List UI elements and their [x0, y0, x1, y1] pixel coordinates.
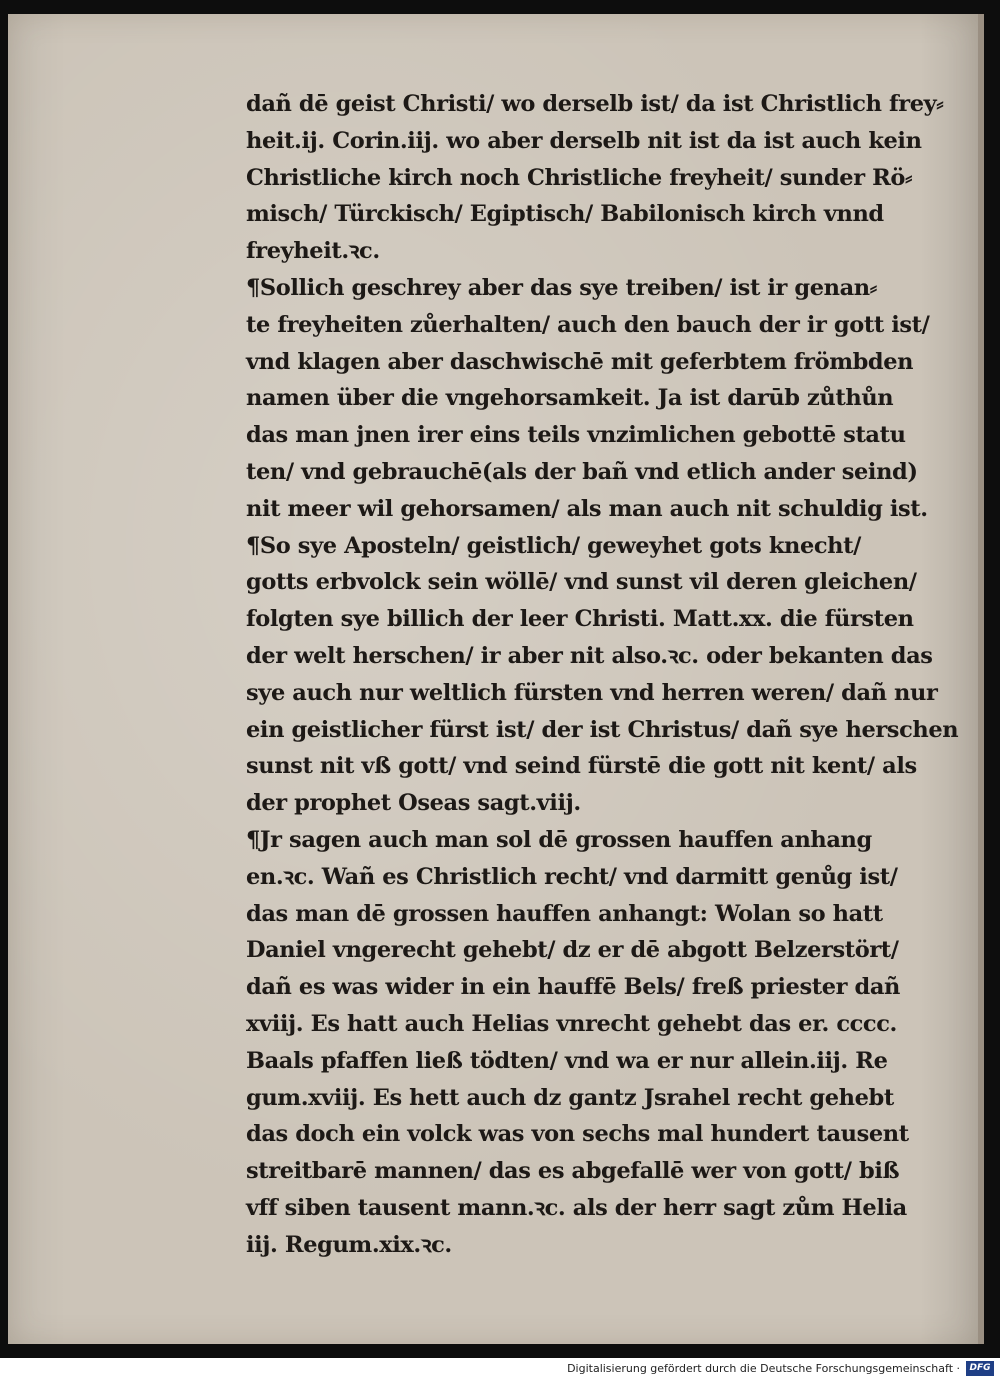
text-line: sye auch nur weltlich fürsten vnd herren weren/ dañ nur [246, 679, 938, 706]
text-line: das man jnen irer eins teils vnzimlichen gebottē statu [246, 422, 906, 449]
dfg-logo-icon: DFG [966, 1361, 994, 1376]
text-line: ten/ vnd gebrauchē(als der bañ vnd etlich ander seind) [246, 458, 918, 485]
text-line: Christliche kirch noch Christliche freyheit/ sunder Rö⸗ [246, 164, 913, 191]
text-line: nit meer wil gehorsamen/ als man auch nit schuldig ist. [246, 495, 928, 522]
text-line: sunst nit vß gott/ vnd seind fürstē die gott nit kent/ als [246, 753, 917, 780]
funding-credit: Digitalisierung gefördert durch die Deutsche Forschungsgemeinschaft · [567, 1362, 960, 1375]
text-line: folgten sye billich der leer Christi. Matt.xx. die fürsten [246, 606, 914, 633]
book-page [8, 14, 984, 1344]
text-line: der welt herschen/ ir aber nit also.ꝛc. oder bekanten das [246, 642, 933, 669]
text-line: en.ꝛc. Wañ es Christlich recht/ vnd darmitt genůg ist/ [246, 863, 898, 890]
text-line: gotts erbvolck sein wöllē/ vnd sunst vil deren gleichen/ [246, 569, 917, 596]
text-line: heit.ij. Corin.iij. wo aber derselb nit ist da ist auch kein [246, 127, 922, 154]
text-line: das doch ein volck was von sechs mal hundert tausent [246, 1121, 909, 1148]
text-line: ¶Sollich geschrey aber das sye treiben/ ist ir genan⸗ [246, 274, 877, 301]
text-line: Baals pfaffen ließ tödten/ vnd wa er nur allein.iij. Re [246, 1047, 888, 1074]
text-line: freyheit.ꝛc. [246, 238, 380, 265]
text-line: xviij. Es hatt auch Helias vnrecht gehebt das er. cccc. [246, 1010, 897, 1037]
text-line: dañ dē geist Christi/ wo derselb ist/ da ist Christlich frey⸗ [246, 91, 944, 117]
text-line: vff siben tausent mann.ꝛc. als der herr sagt zům Helia [246, 1194, 907, 1221]
text-line: ¶So sye Aposteln/ geistlich/ geweyhet gots knecht/ [246, 532, 861, 559]
text-line: gum.xviij. Es hett auch dz gantz Jsrahel recht gehebt [246, 1084, 894, 1111]
text-line: namen über die vngehorsamkeit. Ja ist darūb zůthůn [246, 385, 894, 412]
footer-bar [0, 1358, 1000, 1380]
text-line: vnd klagen aber daschwischē mit geferbtem frömbden [246, 348, 914, 375]
text-line: streitbarē mannen/ das es abgefallē wer von gott/ biß [246, 1158, 900, 1185]
text-line: Daniel vngerecht gehebt/ dz er dē abgott Belzerstört/ [246, 937, 899, 964]
text-line: te freyheiten zůerhalten/ auch den bauch der ir gott ist/ [246, 311, 930, 338]
text-line: der prophet Oseas sagt.viij. [246, 790, 581, 817]
text-line: iij. Regum.xix.ꝛc. [246, 1231, 452, 1258]
text-line: das man dē grossen hauffen anhangt: Wolan so hatt [246, 900, 883, 927]
text-line: misch/ Türckisch/ Egiptisch/ Babilonisch kirch vnnd [246, 201, 884, 228]
text-line: ¶Jr sagen auch man sol dē grossen hauffen anhang [246, 826, 872, 853]
text-line: dañ es was wider in ein hauffē Bels/ freß priester dañ [246, 974, 900, 1001]
text-block [246, 86, 966, 1264]
text-line: ein geistlicher fürst ist/ der ist Christus/ dañ sye herschen [246, 716, 959, 743]
